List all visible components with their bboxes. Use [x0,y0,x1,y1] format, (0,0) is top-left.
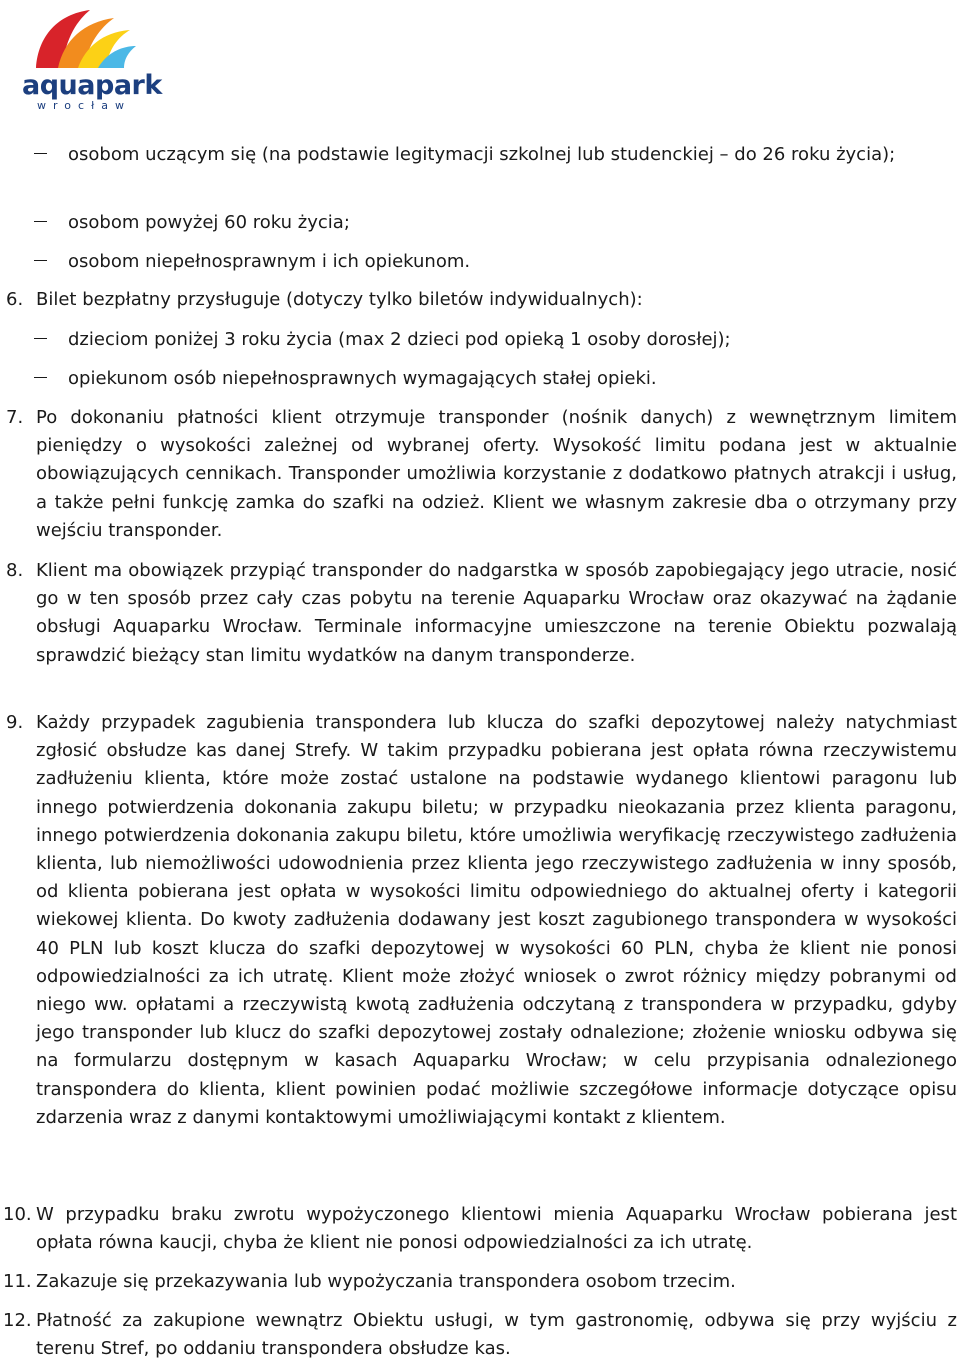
paragraph-number: 9. [6,712,24,733]
paragraph-text: Bilet bezpłatny przysługuje (dotyczy tylko biletów indywidualnych): [36,289,643,310]
paragraph-number: 7. [6,407,24,428]
paragraph-text: Zakazuje się przekazywania lub wypożyczania transpondera osobom trzecim. [36,1271,736,1292]
wave-logo-icon [18,6,140,76]
paragraph-number: 8. [6,560,24,581]
paragraph-number: 10. [3,1204,32,1225]
bullet-text: dzieciom poniżej 3 roku życia (max 2 dzieci pod opieką 1 osoby dorosłej); [68,329,731,350]
paragraph-number: 12. [3,1310,32,1331]
paragraph-number: 6. [6,289,24,310]
paragraph-text: Płatność za zakupione wewnątrz Obiektu usługi, w tym gastronomię, odbywa się przy wyjściu z terenu Stref, po oddaniu transpondera obsłudze kas. [36,1310,957,1360]
paragraph-text: Każdy przypadek zagubienia transpondera lub klucza do szafki depozytowej należy natychmiast zgłosić obsłudze kas danej Strefy. W takim przypadku pobierana jest opłata równa rzeczywistemu zadłużeniu klienta, które może zostać ustalone na podstawie wydanego klientowi paragonu lub innego potwierdzenia dokonania zakupu biletu; w przypadku nieokazania przez klienta paragonu, innego potwierdzenia dokonania zakupu biletu, które umożliwia weryfikację rzeczywistego zadłużenia klienta, lub niemożliwości udowodnienia przez klienta jego rzeczywistego zadłużenia w inny sposób, od klienta pobierana jest opłata w wysokości limitu odpowiedniego do aktualnej oferty i kategorii wiekowej klienta. Do kwoty zadłużenia dodawany jest koszt zagubionego transpondera w wysokości 40 PLN lub koszt klucza do szafki depozytowej w wysokości 60 PLN, chyba że klient nie ponosi odpowiedzialności za ich utratę. Klient może złożyć wniosek o zwrot różnicy między pobranymi od niego ww. opłatami a rzeczywistą kwotą zadłużenia odczytaną z transpondera w przypadku, gdyby jego transponder lub klucz do szafki depozytowej zostały odnalezione; złożenie wniosku odbywa się na formularzu dostępnym w kasach Aquaparku Wrocław; w celu przypisania odnalezionego transpondera do klienta, klient powinien podać możliwie szczegółowe informacje dotyczące opisu zdarzenia wraz z danymi kontaktowymi umożliwiającymi kontakt z klientem. [36,712,957,1128]
logo-city: wrocław [37,99,131,112]
bullet-text: osobom uczącym się (na podstawie legitymacji szkolnej lub studenckiej – do 26 roku życia); [68,144,896,165]
paragraph-text: Po dokonaniu płatności klient otrzymuje transponder (nośnik danych) z wewnętrznym limitem pieniędzy o wysokości zależnej od wybranej oferty. Wysokość limitu podana jest w aktualnie obowiązujących cennikach. Transponder umożliwia korzystanie z dodatkowo płatnych atrakcji i usług, a także pełni funkcję zamka do szafki na odzież. Klient we własnym zakresie dba o otrzymany przy wejściu transponder. [36,407,957,541]
paragraph-number: 11. [3,1271,32,1292]
logo-wordmark: aquapark [22,70,162,101]
bullet-text: osobom powyżej 60 roku życia; [68,212,350,233]
paragraph-text: W przypadku braku zwrotu wypożyczonego klientowi mienia Aquaparku Wrocław pobierana jest opłata równa kaucji, chyba że klient nie ponosi odpowiedzialności za ich utratę. [36,1204,957,1254]
bullet-text: osobom niepełnosprawnym i ich opiekunom. [68,251,471,272]
aquapark-logo [18,6,162,112]
paragraph-text: Klient ma obowiązek przypiąć transponder do nadgarstka w sposób zapobiegający jego utracie, nosić go w ten sposób przez cały czas pobytu na terenie Aquaparku Wrocław oraz okazywać na żądanie obsługi Aquaparku Wrocław. Terminale informacyjne umieszczone na terenie Obiektu pozwalają sprawdzić bieżący stan limitu wydatków na danym transponderze. [36,560,957,666]
bullet-text: opiekunom osób niepełnosprawnych wymagających stałej opieki. [68,368,657,389]
